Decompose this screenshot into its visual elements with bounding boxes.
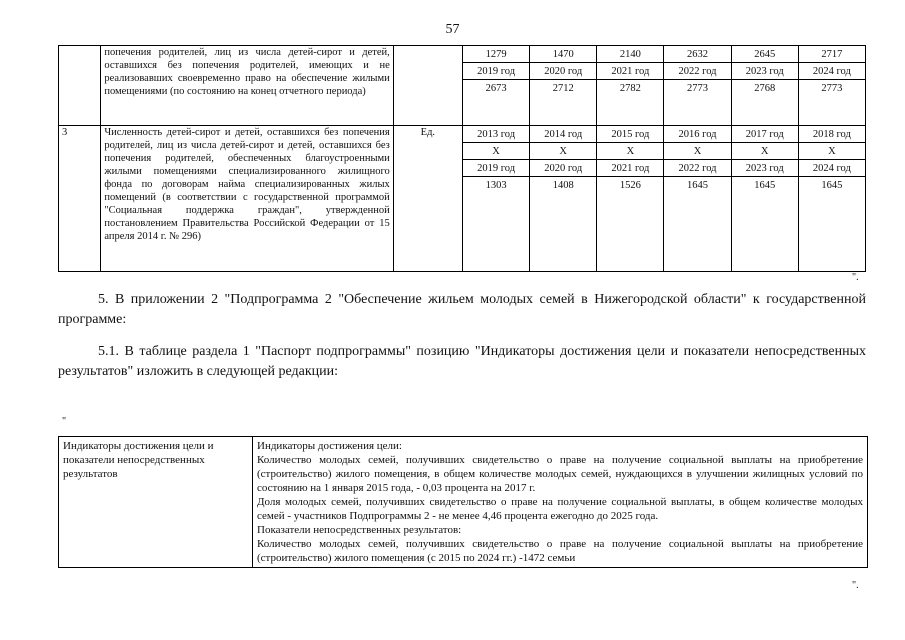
table-row	[59, 437, 868, 568]
year-header: 2016 год	[664, 126, 731, 143]
year-header: 2014 год	[530, 126, 597, 143]
year-header: 2022 год	[664, 160, 731, 177]
year-header: 2013 год	[462, 126, 529, 143]
result-line: Количество молодых семей, получивших свидетельство о праве на получение социальной выплаты на приобретение (строительство) жилого помещения (с 2015 по 2024 гг.) -1472 семьи	[257, 538, 863, 564]
passport-value	[253, 437, 868, 568]
year-header: 2017 год	[731, 126, 798, 143]
table-cell-value: 2712	[530, 80, 597, 126]
table-cell-value: 2768	[731, 80, 798, 126]
table-cell-value: 1279	[462, 46, 529, 63]
year-header: 2020 год	[530, 160, 597, 177]
indicator-line: Доля молодых семей, получивших свидетельство о праве на получение социальной выплаты, в общем количестве молодых семей - участников Подпрограммы 2 - не менее 4,46 процента ежегодно до 2025 года.	[257, 496, 863, 522]
passport-table	[58, 436, 868, 568]
paragraph-5-1: 5.1. В таблице раздела 1 "Паспорт подпрограммы" позицию "Индикаторы достижения цели и показатели непосредственных результатов" изложить в следующей редакции:	[58, 344, 866, 379]
table-cell-value: 1645	[798, 177, 865, 272]
year-header: 2020 год	[530, 63, 597, 80]
table-cell-value: 1408	[530, 177, 597, 272]
year-header: 2024 год	[798, 160, 865, 177]
table-cell-value: 2140	[597, 46, 664, 63]
unit-cell: Ед.	[393, 126, 462, 272]
indicator-text: попечения родителей, лиц из числа детей-сирот и детей, оставшихся без попечения родителей, имеющих и не реализовавших своевременно право на обеспечение жилыми помещениями (по состоянию на конец отчетного периода)	[101, 46, 393, 126]
table-cell-unit	[393, 46, 462, 126]
table-cell-value: 2773	[798, 80, 865, 126]
results-heading: Показатели непосредственных результатов:	[257, 524, 462, 536]
table-cell-value: 1645	[731, 177, 798, 272]
year-header: 2018 год	[798, 126, 865, 143]
year-header: 2023 год	[731, 160, 798, 177]
table-cell-value: 2773	[664, 80, 731, 126]
table-cell-value: X	[798, 143, 865, 160]
table-cell-value: X	[731, 143, 798, 160]
row-number: 3	[59, 126, 101, 272]
indicators-table	[58, 45, 866, 272]
indicator-line: Количество молодых семей, получивших свидетельство о праве на получение социальной выплаты на приобретение (строительство) жилого помещения, в общем количестве молодых семей, нуждающихся в улучшении жилищных условий по состоянию на 1 января 2015 года, - 0,03 процента на 2017 г.	[257, 454, 863, 494]
table-cell-value: 1645	[664, 177, 731, 272]
closing-quote: ".	[852, 272, 859, 283]
year-header: 2015 год	[597, 126, 664, 143]
year-header: 2019 год	[462, 63, 529, 80]
opening-quote: "	[62, 416, 67, 427]
page-number: 57	[445, 22, 460, 37]
table-cell-value: 1526	[597, 177, 664, 272]
year-header: 2022 год	[664, 63, 731, 80]
table-cell-num	[59, 46, 101, 126]
year-header: 2024 год	[798, 63, 865, 80]
table-cell-value: 2632	[664, 46, 731, 63]
table-cell-value: X	[664, 143, 731, 160]
year-header: 2019 год	[462, 160, 529, 177]
table-cell-value: 2645	[731, 46, 798, 63]
year-header: 2021 год	[597, 63, 664, 80]
indicators-heading: Индикаторы достижения цели:	[257, 440, 402, 452]
table-row	[59, 126, 866, 143]
table-cell-value: 2673	[462, 80, 529, 126]
table-cell-value: 1303	[462, 177, 529, 272]
year-header: 2021 год	[597, 160, 664, 177]
table-cell-value: X	[530, 143, 597, 160]
table-row	[59, 46, 866, 63]
table-cell-value: 2717	[798, 46, 865, 63]
table-cell-value: X	[462, 143, 529, 160]
indicator-text: Численность детей-сирот и детей, оставшихся без попечения родителей, лиц из числа детей-сирот и детей, оставшихся без попечения родителей, обеспеченных благоустроенными жилыми помещениями специализированного жилищного фонда по договорам найма специализированных жилых помещений (в соответствии с государственной программой "Социальная поддержка граждан", утвержденной постановлением Правительства Российской Федерации от 15 апреля 2014 г. № 296)	[101, 126, 393, 272]
table-cell-value: X	[597, 143, 664, 160]
table-cell-value: 1470	[530, 46, 597, 63]
passport-label: Индикаторы достижения цели и показатели непосредственных результатов	[59, 437, 253, 568]
closing-quote: ".	[852, 580, 859, 591]
year-header: 2023 год	[731, 63, 798, 80]
table-cell-value: 2782	[597, 80, 664, 126]
paragraph-5: 5. В приложении 2 "Подпрограмма 2 "Обеспечение жильем молодых семей в Нижегородской области" к государственной программе:	[58, 292, 866, 327]
